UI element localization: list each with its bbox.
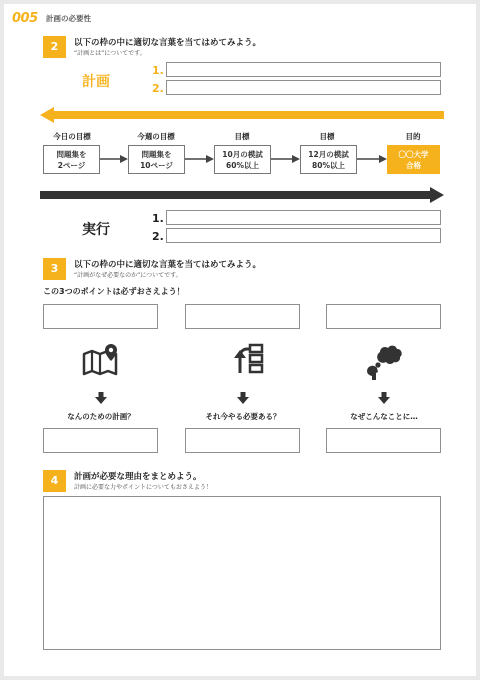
point-bottom-field-2[interactable]	[185, 428, 300, 453]
flow-header-goal-1: 目標	[234, 132, 250, 141]
backtrack-icon	[226, 342, 266, 376]
execution-answer-field-2[interactable]	[166, 228, 441, 243]
plan-keyword: 計画	[82, 74, 110, 90]
flow-step-1-line2: 2ページ	[57, 160, 86, 170]
worksheet-page	[4, 4, 476, 676]
section-3-title: 以下の枠の中に適切な言葉を当てはめてみよう。	[74, 260, 262, 270]
point-label-2: それ今やる必要ある？	[205, 412, 281, 421]
flow-step-3	[214, 145, 271, 174]
arrow-down-icon	[378, 392, 390, 404]
left-arrow-icon	[40, 107, 444, 123]
summary-answer-area[interactable]	[43, 496, 441, 650]
execution-answer-field-1[interactable]	[166, 210, 441, 225]
flow-step-goal	[387, 145, 440, 174]
plan-number-1: 1.	[152, 64, 164, 77]
arrow-down-icon	[237, 392, 249, 404]
section-4-title: 計画が必要な理由をまとめよう。	[74, 472, 202, 482]
point-bottom-field-3[interactable]	[326, 428, 441, 453]
point-label-1: なんのための計画？	[67, 412, 135, 421]
flow-step-2-line2: 10ページ	[140, 160, 173, 170]
flow-step-2-line1: 問題集を	[141, 149, 172, 159]
point-label-3: なぜこんなことに…	[350, 412, 418, 421]
arrow-right-icon	[185, 154, 214, 164]
section-2-subtitle: “計画とは”についてです。	[74, 50, 146, 57]
map-icon	[81, 342, 121, 376]
point-top-field-3[interactable]	[326, 304, 441, 329]
section-4-subtitle: 計画に必要な力やポイントについてもおさえよう！	[74, 484, 212, 491]
plan-number-2: 2.	[152, 82, 164, 95]
execution-number-1: 1.	[152, 212, 164, 225]
flow-step-1-line1: 問題集を	[56, 149, 87, 159]
flow-step-goal-line2: 合格	[406, 160, 421, 170]
flow-header-today: 今日の目標	[53, 132, 91, 141]
flow-header-purpose: 目的	[405, 132, 421, 141]
flow-header-week: 今週の目標	[137, 132, 175, 141]
arrow-right-icon	[100, 154, 128, 164]
flow-step-4	[300, 145, 357, 174]
flow-header-goal-2: 目標	[319, 132, 335, 141]
section-2-badge: 2	[43, 36, 66, 58]
arrow-right-icon	[357, 154, 387, 164]
right-arrow-icon	[40, 187, 444, 203]
arrow-right-icon	[271, 154, 300, 164]
flow-step-goal-line1: 〇〇大学	[398, 149, 429, 159]
flow-step-2	[128, 145, 185, 174]
execution-keyword: 実行	[82, 222, 110, 238]
point-top-field-2[interactable]	[185, 304, 300, 329]
plan-answer-field-1[interactable]	[166, 62, 441, 77]
flow-step-4-line2: 80%以上	[312, 160, 345, 170]
page-number: 005	[12, 11, 38, 26]
point-top-field-1[interactable]	[43, 304, 158, 329]
flow-step-1	[43, 145, 100, 174]
flow-step-3-line1: 10月の模試	[222, 149, 263, 159]
section-2-title: 以下の枠の中に適切な言葉を当てはめてみよう。	[74, 38, 262, 48]
execution-number-2: 2.	[152, 230, 164, 243]
section-3-lead: この3つのポイントは必ずおさえよう！	[43, 287, 185, 296]
thinking-head-icon	[366, 342, 406, 380]
flow-step-3-line2: 60%以上	[226, 160, 259, 170]
section-4-badge: 4	[43, 470, 66, 492]
point-bottom-field-1[interactable]	[43, 428, 158, 453]
plan-answer-field-2[interactable]	[166, 80, 441, 95]
arrow-down-icon	[95, 392, 107, 404]
section-3-subtitle: “計画がなぜ必要なのか”についてです。	[74, 272, 182, 279]
section-3-badge: 3	[43, 258, 66, 280]
page-title: 計画の必要性	[46, 14, 91, 23]
flow-step-4-line1: 12月の模試	[308, 149, 349, 159]
